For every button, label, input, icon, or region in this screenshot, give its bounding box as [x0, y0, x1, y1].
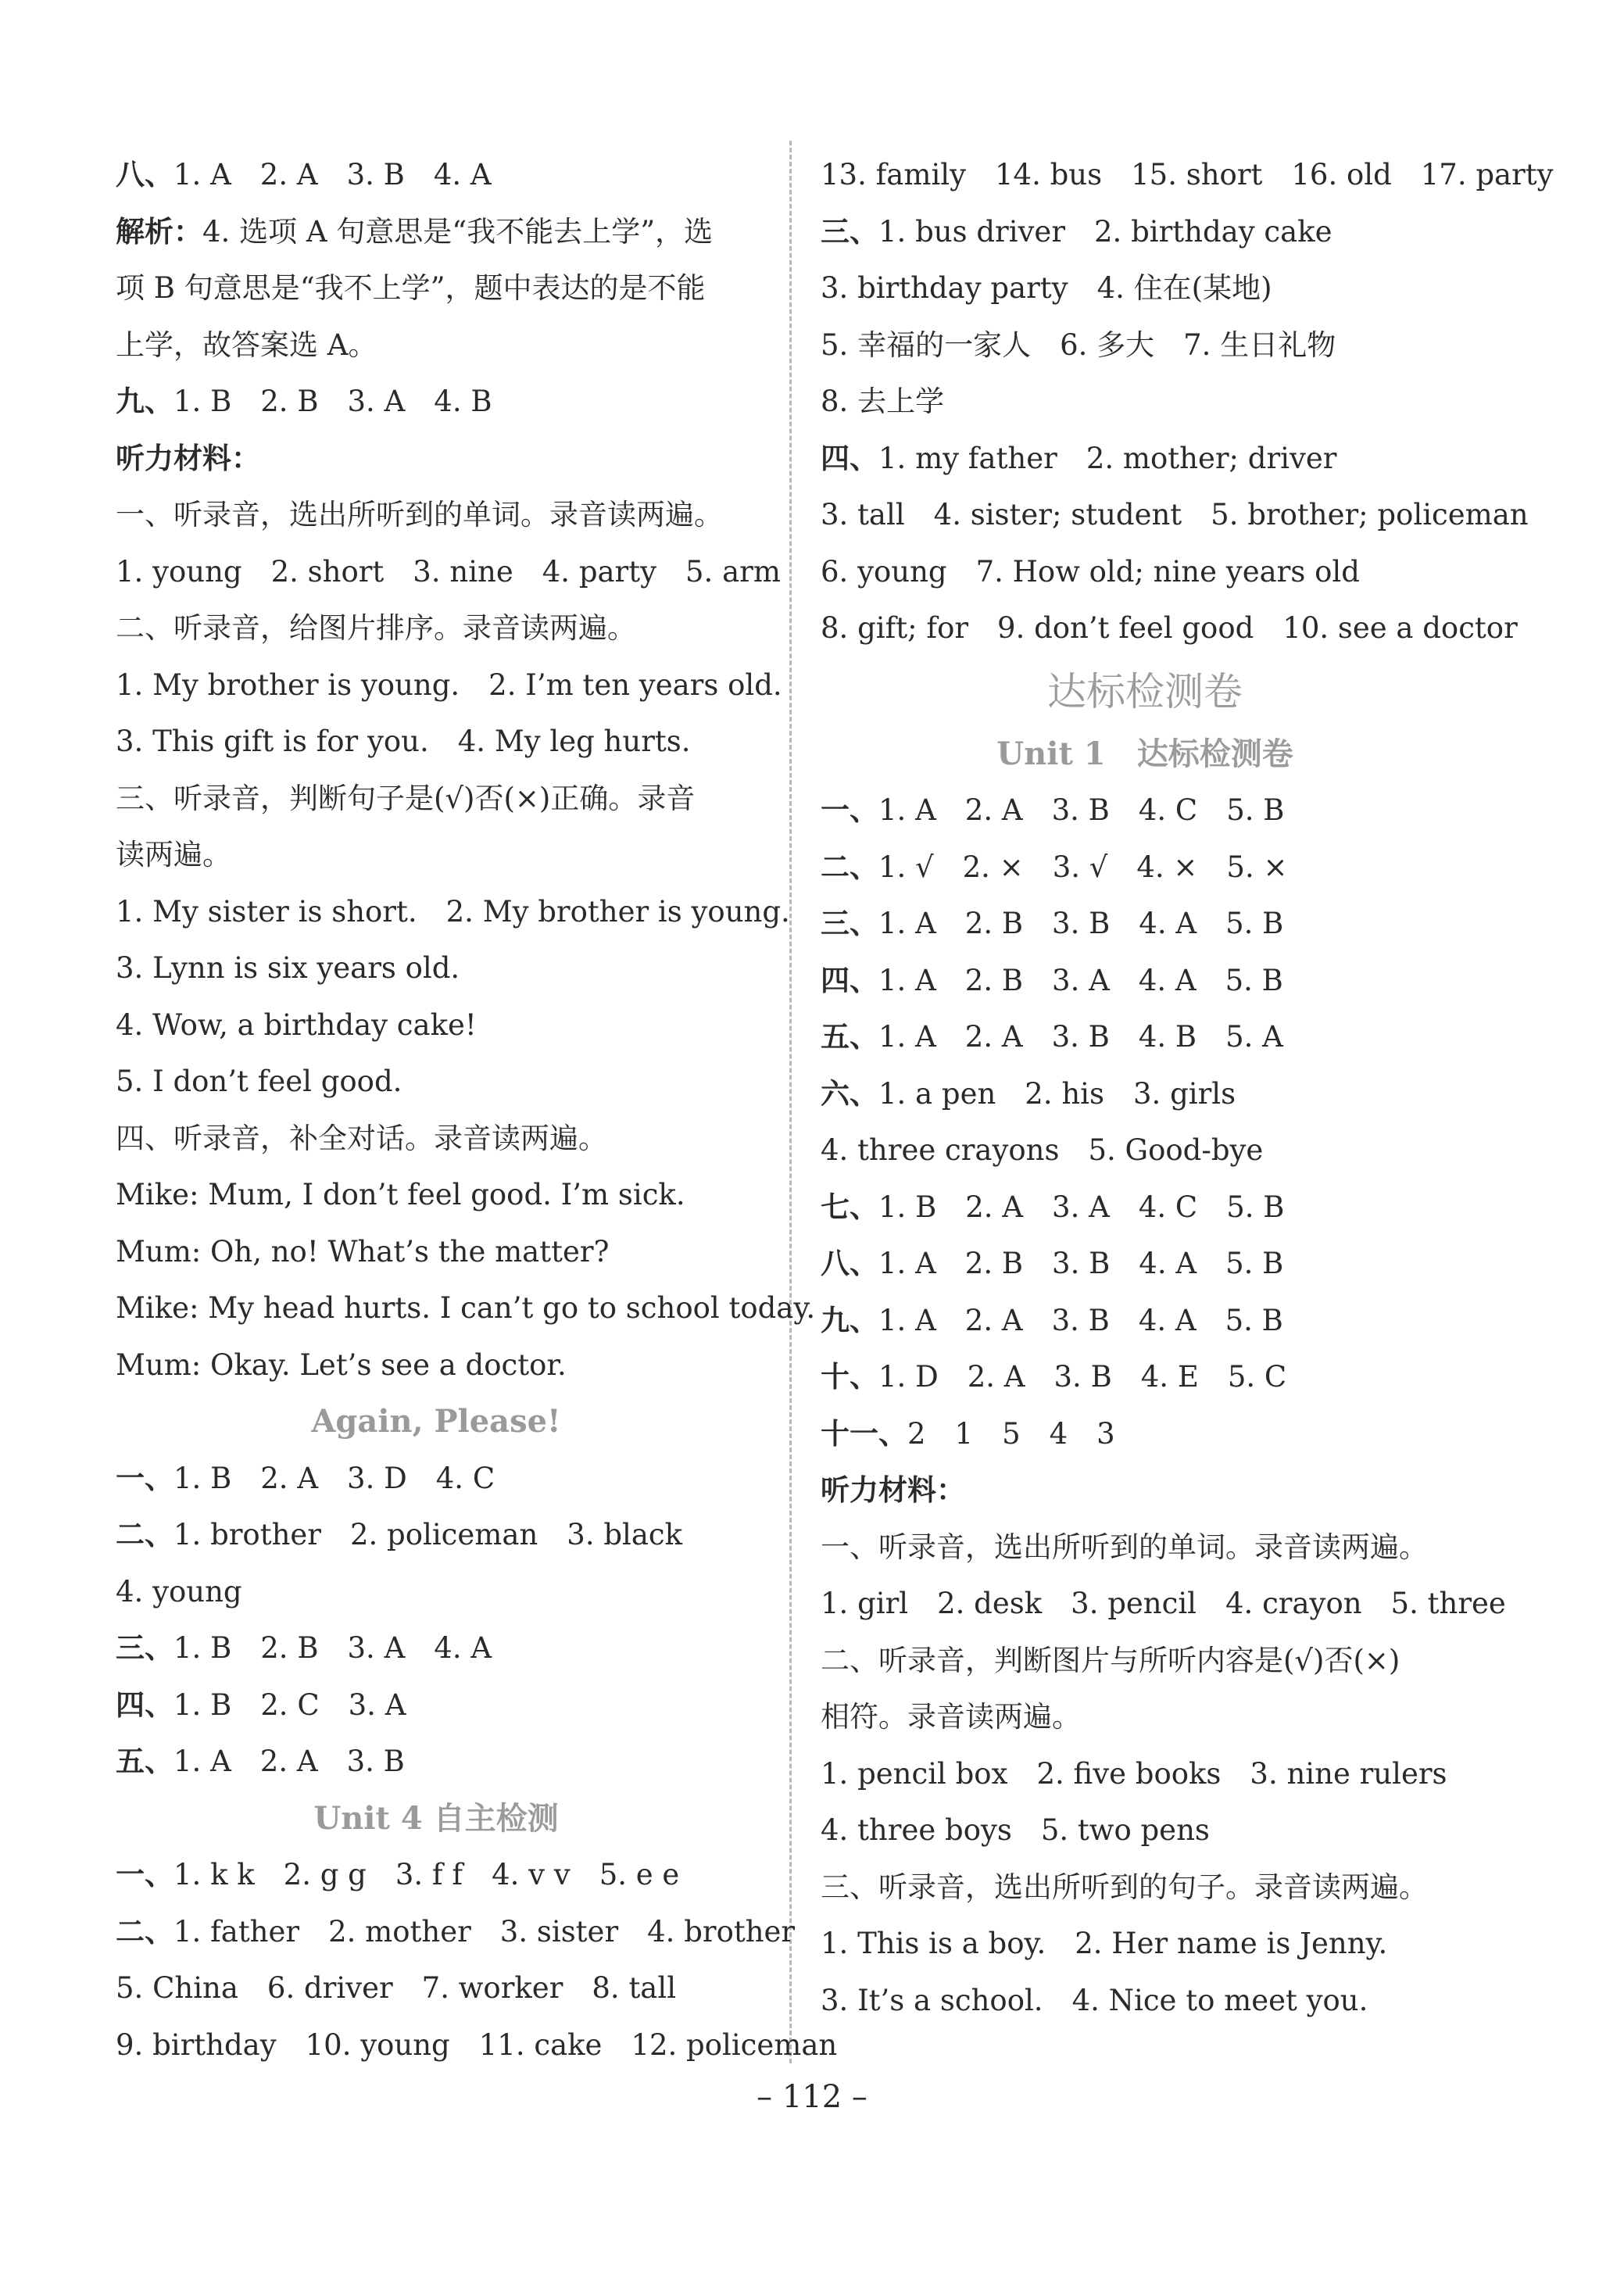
question-label: 八、: [116, 158, 173, 191]
answer-line: [821, 1236, 1469, 1293]
answer-line: [821, 1916, 1469, 1973]
question-label: 三、: [116, 1631, 173, 1665]
line-text: 1. A 2. B 3. B 4. A 5. B: [878, 1247, 1284, 1280]
question-label: 十、: [821, 1360, 878, 1394]
answer-line: [821, 1462, 1469, 1519]
question-label: 一、: [821, 793, 878, 827]
answer-line: [116, 2017, 838, 2074]
answer-line: [821, 953, 1469, 1010]
question-label: 解析：: [116, 214, 202, 249]
line-text: 1. B 2. B 3. A 4. A: [173, 1631, 492, 1665]
question-label: 二、: [821, 850, 878, 884]
question-label: 听力材料：: [821, 1473, 965, 1507]
question-label: 十一、: [821, 1416, 907, 1451]
answer-line: [821, 1122, 1469, 1179]
answer-line: [116, 940, 757, 997]
answer-line: [821, 1179, 1469, 1236]
answer-line: [821, 317, 1469, 374]
line-text: 8. gift; for 9. don’t feel good 10. see a doctor: [821, 611, 1518, 645]
again-answers: [116, 1451, 757, 1791]
answer-line: [116, 1451, 757, 1508]
line-text: 1. A 2. A 3. B: [173, 1745, 405, 1778]
line-text: 1. k k 2. g g 3. f f 4. v v 5. e e: [173, 1858, 680, 1891]
question-label: 八、: [821, 1247, 878, 1280]
question-label: 九、: [116, 385, 173, 418]
line-text: 5. China 6. driver 7. worker 8. tall: [116, 1971, 677, 2005]
question-label: 听力材料：: [116, 441, 260, 475]
question-label: 四、: [116, 1687, 173, 1722]
answer-line: [821, 1689, 1469, 1746]
line-text: 3. It’s a school. 4. Nice to meet you.: [821, 1983, 1368, 2017]
line-text: 3. birthday party 4. 住在(某地): [821, 271, 1272, 305]
answer-line: [821, 839, 1469, 896]
line-text: 二、听录音，判断图片与所听内容是(√)否(×): [821, 1643, 1400, 1677]
answer-line: [821, 1859, 1469, 1916]
line-text: 1. A 2. A 3. B 4. C 5. B: [878, 793, 1285, 827]
line-text: 三、听录音，判断句子是(√)否(×)正确。录音: [116, 781, 696, 815]
line-text: 1. A 2. A 3. B 4. B 5. A: [878, 1020, 1283, 1054]
line-text: 1. girl 2. desk 3. pencil 4. crayon 5. three: [821, 1587, 1506, 1620]
right-column: [821, 147, 1554, 2029]
column-divider: [789, 141, 792, 2063]
answer-line: [116, 771, 757, 828]
question-label: 五、: [821, 1020, 878, 1054]
answer-line: [116, 374, 757, 431]
line-text: 5. I don’t feel good.: [116, 1065, 402, 1098]
line-text: 1. father 2. mother 3. sister 4. brother: [173, 1914, 796, 1949]
answer-line: [116, 1904, 796, 1961]
line-text: 1. brother 2. policeman 3. black: [173, 1518, 683, 1551]
line-text: 4. three crayons 5. Good-bye: [821, 1133, 1264, 1167]
line-text: 1. My sister is short. 2. My brother is young.: [116, 894, 790, 929]
answer-line: [821, 896, 1469, 953]
answer-line: [116, 884, 790, 941]
line-text: 4. Wow, a birthday cake!: [116, 1007, 477, 1042]
answer-line: [116, 714, 757, 771]
answer-line: [116, 260, 757, 317]
line-text: 4. 选项 A 句意思是“我不能去上学”，选: [202, 214, 714, 249]
answer-line: [821, 544, 1469, 601]
answer-line: [116, 600, 757, 657]
answer-line: [821, 1293, 1469, 1350]
unit1-heading: Unit 1 达标检测卷: [996, 735, 1293, 772]
right-answers: [821, 147, 1554, 657]
line-text: 4. young: [116, 1574, 242, 1609]
again-please-heading: Again, Please!: [311, 1403, 561, 1440]
line-text: 1. This is a boy. 2. Her name is Jenny.: [821, 1927, 1388, 1960]
answer-line: [116, 1847, 757, 1904]
answer-line: [116, 1224, 757, 1281]
answer-line: [116, 1960, 757, 2017]
answer-line: [821, 1802, 1469, 1859]
answer-line: [116, 827, 757, 884]
answer-line: [821, 1746, 1469, 1803]
question-label: 三、: [821, 907, 878, 940]
line-text: 四、听录音，补全对话。录音读两遍。: [116, 1121, 607, 1155]
answer-line: [116, 1167, 757, 1224]
answer-line: [116, 1620, 757, 1677]
answer-line: [821, 1576, 1506, 1633]
line-text: Mum: Oh, no! What’s the matter?: [116, 1234, 610, 1269]
line-text: 三、听录音，选出所听到的句子。录音读两遍。: [821, 1870, 1428, 1904]
line-text: 1. A 2. A 3. B 4. A 5. B: [878, 1303, 1283, 1337]
line-text: 1. √ 2. × 3. √ 4. × 5. ×: [878, 850, 1288, 884]
question-label: 一、: [116, 1461, 173, 1495]
line-text: 1. B 2. B 3. A 4. B: [173, 385, 492, 418]
question-label: 九、: [821, 1303, 878, 1337]
line-text: 1. My brother is young. 2. I’m ten years old.: [116, 667, 782, 702]
line-text: 1. A 2. B 3. A 4. A 5. B: [878, 963, 1283, 997]
answer-line: [116, 544, 781, 601]
line-text: 13. family 14. bus 15. short 16. old 17. party: [821, 158, 1554, 191]
line-text: 5. 幸福的一家人 6. 多大 7. 生日礼物: [821, 327, 1336, 362]
line-text: 1. young 2. short 3. nine 4. party 5. arm: [116, 554, 781, 589]
answer-line: [821, 487, 1529, 544]
answer-line: [821, 1519, 1469, 1576]
answer-line: [821, 260, 1469, 317]
answer-line: [116, 657, 782, 714]
line-text: 1. B 2. C 3. A: [173, 1687, 406, 1722]
answer-line: [821, 147, 1554, 204]
answer-line: [821, 1349, 1469, 1406]
line-text: 二、听录音，给图片排序。录音读两遍。: [116, 611, 636, 645]
question-label: 三、: [821, 214, 878, 249]
line-text: 3. This gift is for you. 4. My leg hurts.: [116, 725, 691, 758]
answer-line: [821, 1009, 1469, 1066]
line-text: 6. young 7. How old; nine years old: [821, 554, 1360, 589]
line-text: 8. 去上学: [821, 385, 945, 418]
answer-line: [821, 1633, 1469, 1690]
answer-line: [116, 147, 757, 204]
question-label: 一、: [116, 1858, 173, 1891]
answer-line: [116, 1564, 757, 1621]
line-text: 读两遍。: [116, 838, 231, 871]
answer-line: [821, 600, 1518, 657]
answer-line: [116, 1677, 757, 1734]
line-text: 1. D 2. A 3. B 4. E 5. C: [878, 1360, 1287, 1394]
question-label: 二、: [116, 1914, 173, 1949]
line-text: 1. A 2. A 3. B 4. A: [173, 158, 492, 191]
answer-line: [821, 204, 1469, 261]
left-column: [116, 147, 838, 2074]
answer-line: [116, 1054, 757, 1111]
answer-line: [821, 431, 1469, 488]
answer-line: [821, 374, 1469, 431]
line-text: 上学，故答案选 A。: [116, 327, 377, 362]
unit4-heading: Unit 4 自主检测: [313, 1799, 559, 1837]
answer-line: [821, 1066, 1469, 1123]
line-text: 4. three boys 5. two pens: [821, 1813, 1210, 1847]
line-text: 1. A 2. B 3. B 4. A 5. B: [878, 907, 1284, 940]
line-text: 1. B 2. A 3. A 4. C 5. B: [878, 1190, 1285, 1224]
line-text: 1. B 2. A 3. D 4. C: [173, 1461, 495, 1495]
answer-line: [821, 1406, 1469, 1463]
left-answers: [116, 147, 816, 1394]
line-text: Mike: Mum, I don’t feel good. I’m sick.: [116, 1178, 685, 1211]
answer-line: [821, 782, 1469, 839]
answer-line: [116, 317, 757, 374]
question-label: 四、: [821, 441, 878, 475]
answer-line: [116, 431, 757, 488]
line-text: 一、听录音，选出所听到的单词。录音读两遍。: [116, 498, 723, 531]
line-text: Mum: Okay. Let’s see a doctor.: [116, 1347, 567, 1382]
question-label: 四、: [821, 963, 878, 997]
question-label: 二、: [116, 1518, 173, 1551]
question-label: 七、: [821, 1190, 878, 1224]
line-text: 1. my father 2. mother; driver: [878, 441, 1337, 475]
line-text: 一、听录音，选出所听到的单词。录音读两遍。: [821, 1530, 1428, 1564]
line-text: 3. tall 4. sister; student 5. brother; policeman: [821, 498, 1529, 531]
answer-line: [116, 1111, 757, 1168]
answer-line: [116, 487, 757, 544]
question-label: 五、: [116, 1745, 173, 1778]
line-text: 3. Lynn is six years old.: [116, 951, 460, 985]
answer-line: [116, 1337, 757, 1394]
answer-line: [116, 204, 757, 261]
line-text: Mike: My head hurts. I can’t go to school today.: [116, 1291, 816, 1325]
line-text: 1. a pen 2. his 3. girls: [878, 1076, 1236, 1111]
answer-line: [116, 1507, 757, 1564]
line-text: 1. pencil box 2. five books 3. nine rulers: [821, 1756, 1447, 1791]
answer-line: [821, 1973, 1469, 2030]
answer-line: [116, 1280, 816, 1337]
line-text: 相符。录音读两遍。: [821, 1700, 1081, 1734]
question-label: 六、: [821, 1076, 878, 1111]
unit4-answers: [116, 1847, 838, 2074]
answer-line: [116, 997, 757, 1054]
unit1-answers: [821, 782, 1506, 2029]
line-text: 1. bus driver 2. birthday cake: [878, 214, 1332, 249]
page-number: – 112 –: [757, 2079, 867, 2115]
line-text: 2 1 5 4 3: [907, 1416, 1115, 1451]
line-text: 项 B 句意思是“我不上学”，题中表达的是不能: [116, 271, 706, 305]
answer-line: [116, 1734, 757, 1791]
section-heading: 达标检测卷: [1047, 668, 1243, 714]
line-text: 9. birthday 10. young 11. cake 12. policeman: [116, 2027, 838, 2062]
